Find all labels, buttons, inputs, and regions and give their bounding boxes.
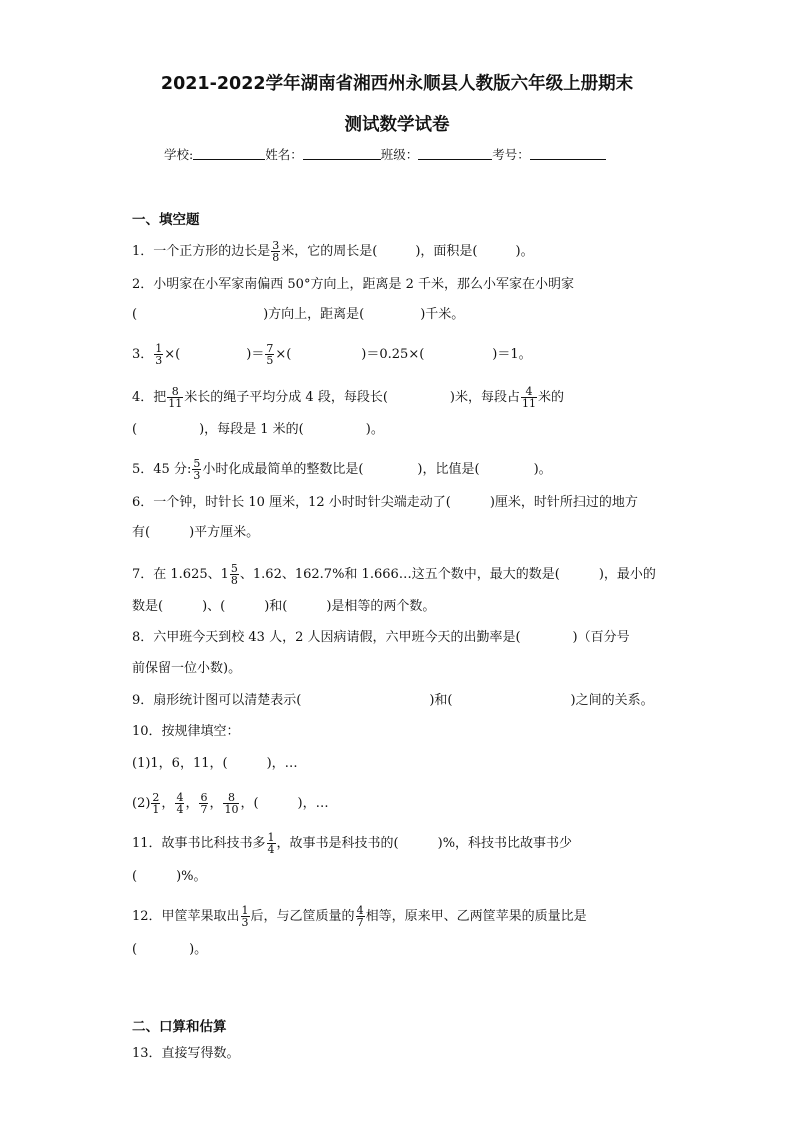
exam-title-line1: 2021-2022学年湖南省湘西州永顺县人教版六年级上册期末 <box>160 74 634 94</box>
question-9: 9．扇形统计图可以清楚表示( )和( )之间的关系。 <box>132 693 654 708</box>
question-12-line2: ( )。 <box>132 942 208 957</box>
question-6-line1: 6．一个钟，时针长 10 厘米，12 小时时针尖端走动了( )厘米，时针所扫过的地方 <box>132 495 638 510</box>
question-5: 5．45 分: $\frac{5}{3}$ 小时化成最简单的整数比是( )，比值是( )。 <box>132 457 552 482</box>
question-10-part2: (2) $\frac{2}{1}$ ， $\frac{4}{4}$ ， $\frac{6}{7}$ ， $\frac{8}{10}$ ，( )，… <box>132 791 329 816</box>
class-label: 班级： <box>380 147 419 162</box>
q10-fraction-2: $\frac{4}{4}$ <box>176 791 184 816</box>
q4-fraction-2: $\frac{4}{11}$ <box>521 385 536 410</box>
q11-fraction: $\frac{1}{4}$ <box>267 831 275 856</box>
q1-text-a: 1．一个正方形的边长是 <box>132 244 271 259</box>
question-10-part1: (1)1，6，11，( )，… <box>132 756 298 771</box>
question-13: 13．直接写得数。 <box>132 1046 240 1061</box>
school-blank <box>193 147 265 160</box>
question-11-line2: ( )%。 <box>132 869 207 884</box>
q10-fraction-1: $\frac{2}{1}$ <box>152 791 160 816</box>
q10-fraction-3: $\frac{6}{7}$ <box>200 791 208 816</box>
name-label: 姓名： <box>265 147 303 162</box>
question-2-line2: ( )方向上，距离是( )千米。 <box>132 307 465 322</box>
question-7-line2: 数是( )、( )和( )是相等的两个数。 <box>132 599 436 614</box>
question-4-line1: 4．把 $\frac{8}{11}$ 米长的绳子平均分成 4 段，每段长( )米，每段占 $\frac{4}{11}$ 米的 <box>132 385 564 410</box>
q3-fraction-1: $\frac{1}{3}$ <box>155 342 163 367</box>
q12-fraction-1: $\frac{1}{3}$ <box>241 904 249 929</box>
q1-text-b: 米，它的周长是( <box>281 244 378 259</box>
q1-text-d: )。 <box>515 244 534 259</box>
question-3: 3． $\frac{1}{3}$ ×( )＝ $\frac{7}{5}$ ×( )＝0.25×( )＝1。 <box>132 342 532 367</box>
class-blank <box>418 147 492 160</box>
question-8-line1: 8．六甲班今天到校 43 人，2 人因病请假，六甲班今天的出勤率是( )（百分号 <box>132 630 630 645</box>
exam-no-blank <box>530 147 606 160</box>
question-4-line2: ( )，每段是 1 米的( )。 <box>132 422 384 437</box>
name-blank <box>303 147 381 160</box>
question-11-line1: 11．故事书比科技书多 $\frac{1}{4}$ ，故事书是科技书的( )%，科技书比故事书少 <box>132 831 573 856</box>
q1-fraction: $\frac{3}{8}$ <box>272 239 280 264</box>
q1-text-c: )，面积是( <box>415 244 478 259</box>
question-10-title: 10．按规律填空： <box>132 724 240 739</box>
question-6-line2: 有( )平方厘米。 <box>132 525 260 540</box>
section-mental-math-heading: 二、口算和估算 <box>132 1019 227 1035</box>
question-8-line2: 前保留一位小数)。 <box>132 661 242 676</box>
school-label: 学校: <box>164 147 194 162</box>
question-1 <box>132 240 534 263</box>
question-12-line1: 12．甲筐苹果取出 $\frac{1}{3}$ 后，与乙筐质量的 $\frac{4}{7}$ 相等，原来甲、乙两筐苹果的质量比是 <box>132 904 587 929</box>
q3-fraction-2: $\frac{7}{5}$ <box>266 342 274 367</box>
question-7-line1: 7．在 1.625、1 $\frac{5}{8}$ 、1.62、162.7%和 1.666…这五个数中，最大的数是( )，最小的 <box>132 562 656 587</box>
q5-fraction: $\frac{5}{3}$ <box>193 457 201 482</box>
q4-fraction-1: $\frac{8}{11}$ <box>168 385 183 410</box>
section-fill-in-heading: 一、填空题 <box>132 212 200 228</box>
q10-fraction-4: $\frac{8}{10}$ <box>224 791 239 816</box>
student-info-line <box>164 145 606 163</box>
q7-fraction: $\frac{5}{8}$ <box>230 562 238 587</box>
exam-title-line2: 测试数学试卷 <box>344 115 450 135</box>
exam-no-label: 考号： <box>492 147 530 162</box>
q12-fraction-2: $\frac{4}{7}$ <box>356 904 364 929</box>
question-2-line1: 2．小明家在小军家南偏西 50°方向上，距离是 2 千米，那么小军家在小明家 <box>132 277 574 292</box>
